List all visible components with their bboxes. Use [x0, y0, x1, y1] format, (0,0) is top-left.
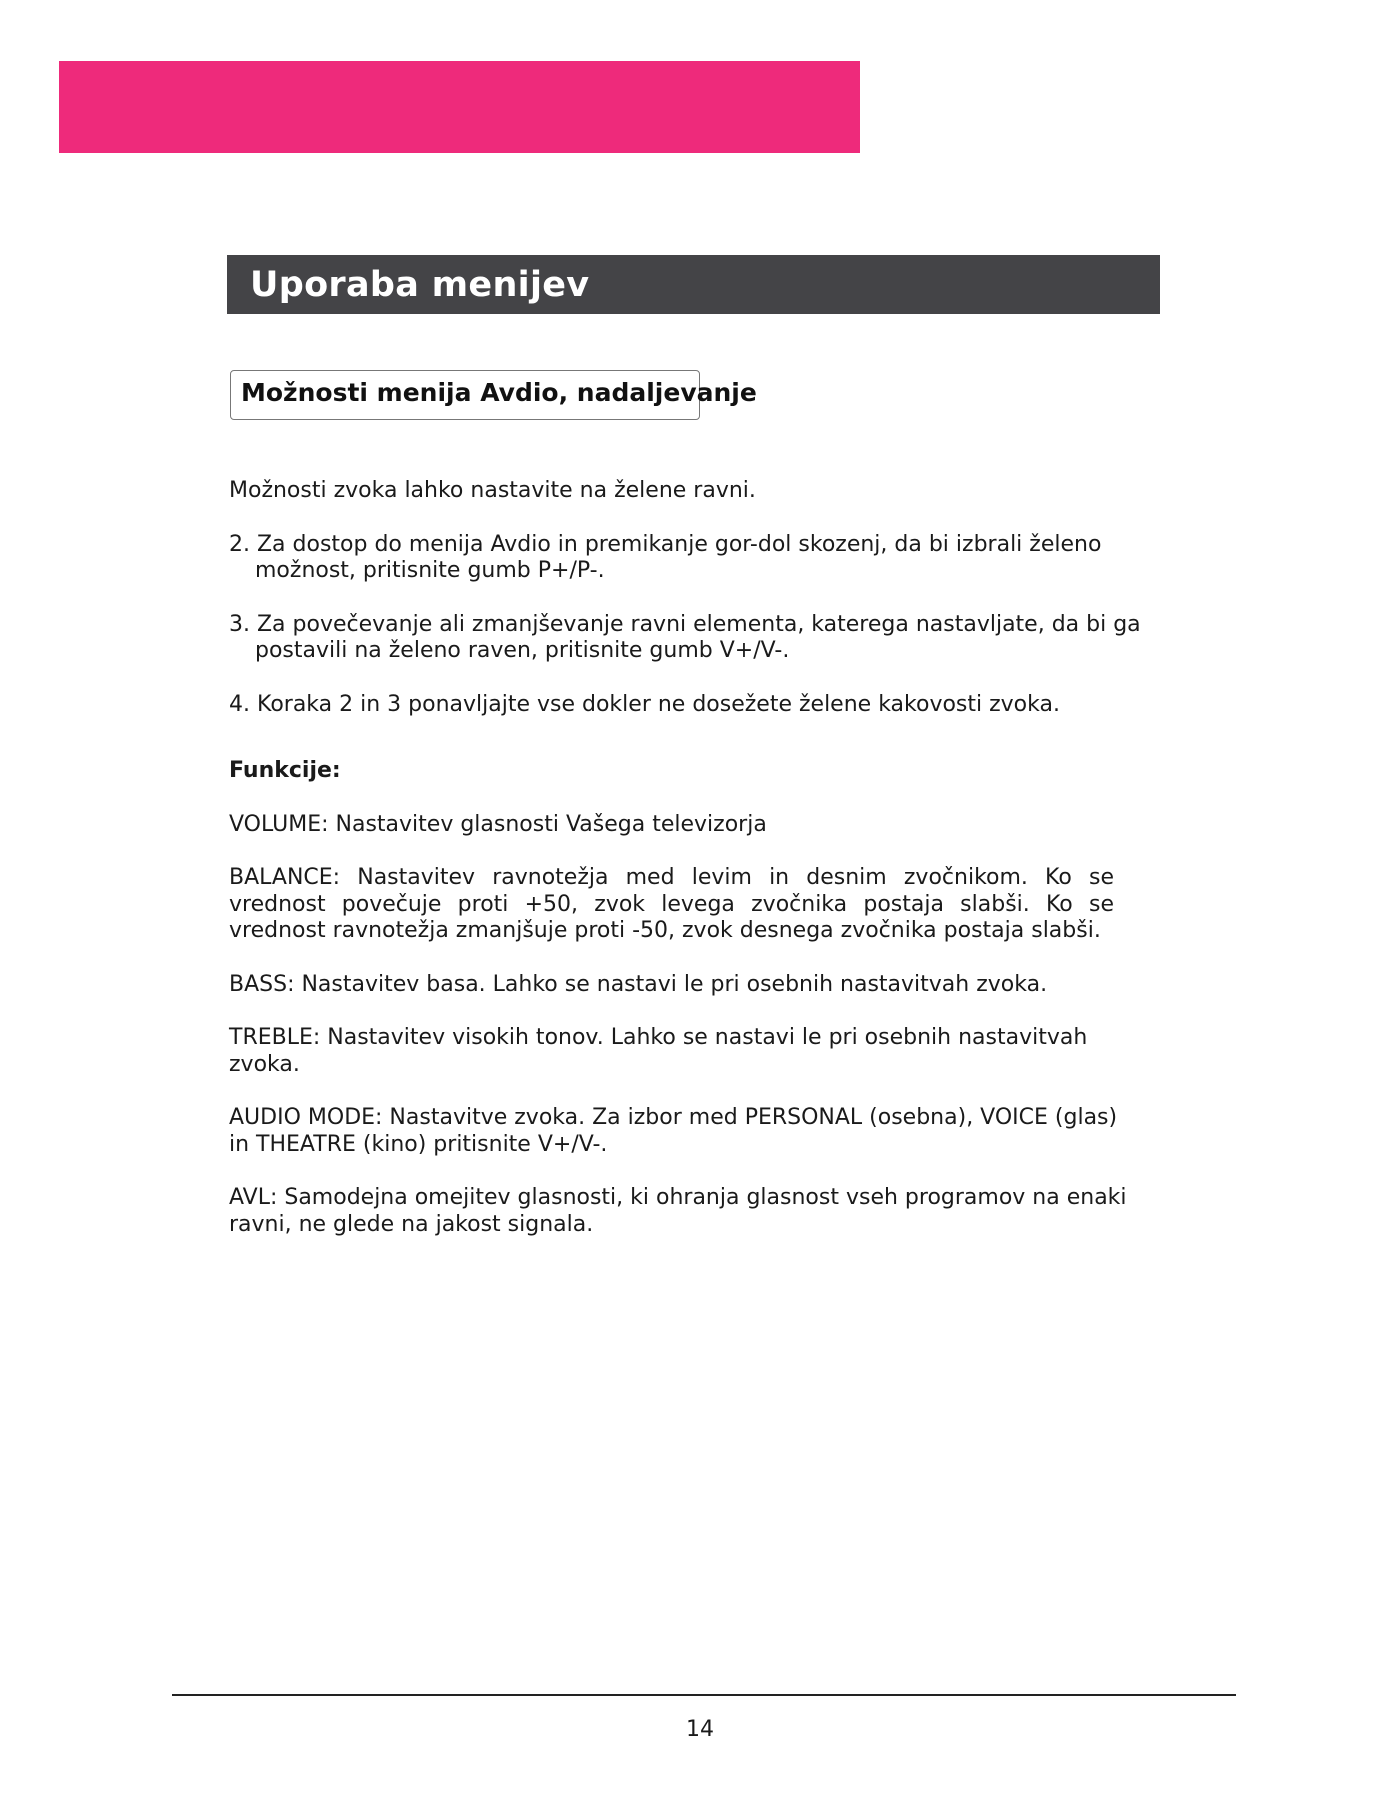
intro-paragraph: Možnosti zvoka lahko nastavite na želene ravni. [229, 478, 756, 503]
step-4: 4. Koraka 2 in 3 ponavljajte vse dokler ne dosežete želene kakovosti zvoka. [229, 691, 1060, 717]
subtitle: Možnosti menija Avdio, nadaljevanje [241, 378, 757, 407]
function-audio-mode: AUDIO MODE: Nastavitve zvoka. Za izbor med PERSONAL (osebna), VOICE (glas) in THEATRE (kino) pritisnite V+/V-. [229, 1105, 1118, 1157]
section-title: Uporaba menijev [250, 264, 590, 305]
function-volume: VOLUME: Nastavitev glasnosti Vašega televizorja [229, 811, 767, 837]
functions-heading: Funkcije: [229, 758, 341, 783]
step-3: 3. Za povečevanje ali zmanjševanje ravni elementa, katerega nastavljate, da bi ga postavili na želeno raven, pritisnite gumb V+/V-. [229, 611, 1141, 663]
section-title-bar [227, 255, 1160, 314]
header-accent-bar [59, 61, 860, 153]
function-bass: BASS: Nastavitev basa. Lahko se nastavi le pri osebnih nastavitvah zvoka. [229, 971, 1048, 997]
page-number: 14 [686, 1717, 714, 1742]
step-2: 2. Za dostop do menija Avdio in premikanje gor-dol skozenj, da bi izbrali želeno možnost, pritisnite gumb P+/P-. [229, 531, 1102, 583]
function-treble: TREBLE: Nastavitev visokih tonov. Lahko se nastavi le pri osebnih nastavitvah zvoka. [229, 1025, 1088, 1077]
function-avl: AVL: Samodejna omejitev glasnosti, ki ohranja glasnost vseh programov na enaki ravni, ne glede na jakost signala. [229, 1185, 1127, 1237]
function-balance: BALANCE: Nastavitev ravnotežja med levim in desnim zvočnikom. Ko se vrednost povečuje proti +50, zvok levega zvočnika postaja slabši. Ko se vrednost ravnotežja zmanjšuje proti -50, zvok desnega zvočnika postaja slabši. [229, 865, 1114, 943]
body-content [229, 478, 1144, 1265]
footer-divider [172, 1694, 1236, 1696]
